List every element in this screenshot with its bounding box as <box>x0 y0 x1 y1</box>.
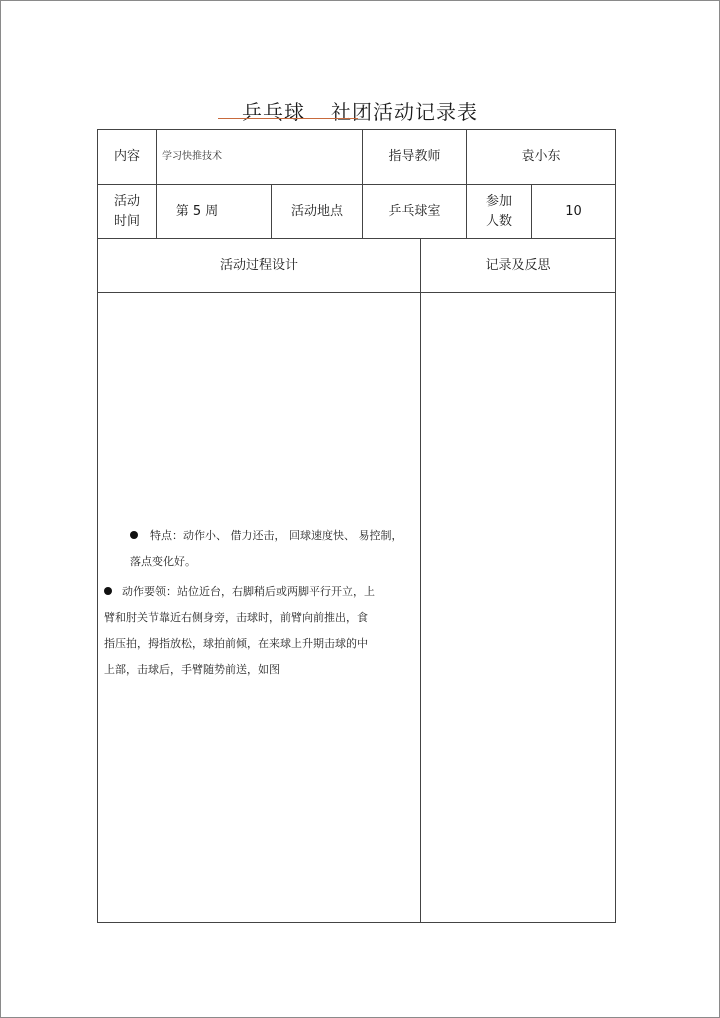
action-line1-row <box>104 579 414 605</box>
table-line <box>615 129 616 923</box>
time-label <box>98 185 156 238</box>
count-label-line1: 参加 <box>485 193 512 209</box>
action-line1: 动作要领：站位近台，右脚稍后或两脚平行开立，上 <box>122 585 375 598</box>
content-value: 学习快推技术 <box>162 151 222 162</box>
title-underline <box>218 118 358 119</box>
feature-line1-row <box>130 523 420 549</box>
count-label <box>467 185 531 238</box>
record-header: 记录及反思 <box>485 257 551 273</box>
page-title <box>0 96 720 125</box>
design-header: 活动过程设计 <box>219 257 298 273</box>
place-label: 活动地点 <box>290 203 343 219</box>
feature-line2: 落点变化好。 <box>130 555 196 568</box>
bullet-icon <box>130 531 138 539</box>
action-line3: 指压拍，拇指放松，球拍前倾，在来球上升期击球的中 <box>104 637 368 650</box>
title-part1: 乒乓球 <box>242 100 305 124</box>
place-value: 乒乓球室 <box>388 203 441 219</box>
time-label-line1: 活动 <box>113 193 140 209</box>
count-value: 10 <box>565 203 582 219</box>
table-line <box>97 922 616 923</box>
table-line <box>97 292 616 293</box>
action-line2: 臂和肘关节靠近右侧身旁，击球时，前臂向前推出，食 <box>104 611 368 624</box>
feature-block <box>130 523 420 575</box>
bullet-icon <box>104 587 112 595</box>
action-line4: 上部，击球后，手臂随势前送，如图 <box>104 663 280 676</box>
feature-line1: 特点：动作小、 借力还击， 回球速度快、 易控制， <box>150 529 403 542</box>
table-line <box>420 238 421 923</box>
teacher-label: 指导教师 <box>388 149 441 164</box>
teacher-value: 袁小东 <box>521 149 561 164</box>
action-block <box>104 579 414 683</box>
time-value: 第 5 周 <box>175 203 219 219</box>
count-label-line2: 人数 <box>485 213 512 229</box>
content-label: 内容 <box>113 149 140 164</box>
time-label-line2: 时间 <box>113 213 140 229</box>
title-part2: 社团活动记录表 <box>331 100 478 124</box>
